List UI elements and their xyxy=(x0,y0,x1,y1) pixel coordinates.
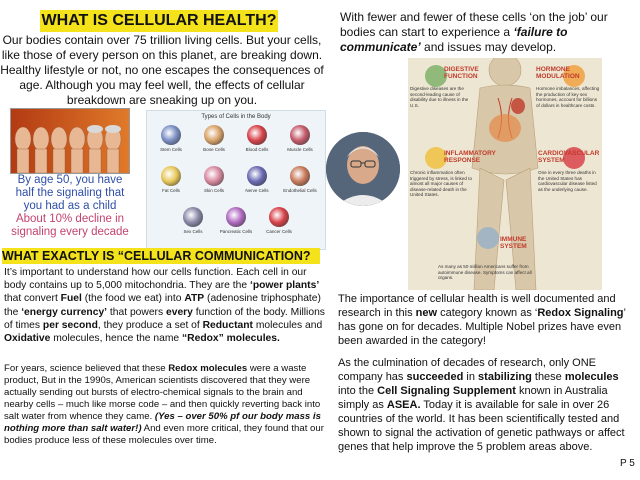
intro-right-paragraph xyxy=(340,10,626,55)
inflammatory-text: Chronic inflammation often triggered by stress, is linked to almost all major causes of disease-related death in the United States. xyxy=(410,170,473,198)
text: For years, science believed that these xyxy=(4,363,169,374)
bold-text: succeeded xyxy=(406,371,464,383)
cell-type-item xyxy=(282,166,318,193)
cell-type-label: Bone Cells xyxy=(203,147,225,152)
text: With fewer and fewer of these cells ‘on the job’ our bodies can start to experience a xyxy=(340,10,608,39)
cardio-text: One in every three deaths in the United States has cardiovascular disease listed as the underlying cause. xyxy=(538,170,597,192)
text: known in Australia simply as xyxy=(338,385,608,411)
aging-caption-line: half the signaling that xyxy=(15,187,125,199)
text: The importance of cellular health is well documented and research in this xyxy=(338,293,616,319)
cardio-title: CARDIOVASCULAR SYSTEM xyxy=(538,150,600,164)
text: Today it is available for sale in over 26 countries of the world. It has been scientifically tested and shown to signal the activation of genetic pathways or affect genes that help improve the 5 problem areas above. xyxy=(338,399,625,453)
text: As the culmination of decades of research, only ONE company has xyxy=(338,357,597,383)
cell-icon xyxy=(161,125,181,145)
immune-title: IMMUNE SYSTEM xyxy=(500,236,527,250)
cell-type-label: Pancreatic Cells xyxy=(219,229,253,234)
cell-types-figure xyxy=(146,110,326,250)
cell-type-item xyxy=(196,166,232,193)
bold-text: ‘power plants’ xyxy=(249,280,320,292)
cell-icon xyxy=(183,207,203,227)
body-paragraph xyxy=(4,363,330,447)
aging-faces-photo xyxy=(10,108,130,174)
cell-type-label: Fat Cells xyxy=(162,188,180,193)
bold-text: ‘energy currency’ xyxy=(21,306,108,318)
cell-type-label: Nerve Cells xyxy=(245,188,269,193)
cell-type-item xyxy=(261,207,297,234)
hormone-text: Hormone imbalances, affecting the production of key sex hormones, account for billions of dollars in healthcare costs. xyxy=(536,86,600,108)
cell-icon xyxy=(290,166,310,186)
cell-icon xyxy=(204,125,224,145)
bold-text: Cell Signaling Supplement xyxy=(377,385,516,397)
body-paragraph xyxy=(4,266,328,345)
cell-type-label: Cancer Cells xyxy=(266,229,292,234)
cell-type-item xyxy=(175,207,211,234)
bold-text: ATP xyxy=(184,293,205,305)
page-title: WHAT IS CELLULAR HEALTH? xyxy=(40,10,278,32)
bold-text: molecules xyxy=(564,371,619,383)
cell-icon xyxy=(247,166,267,186)
cell-icon xyxy=(226,207,246,227)
text: (the food we eat) into xyxy=(81,293,185,305)
bold-text: Reductant xyxy=(202,319,253,331)
text: , they produce a set of xyxy=(97,319,203,331)
cell-types-title: Types of Cells in the Body xyxy=(201,114,271,120)
text: and issues may develop. xyxy=(420,40,557,54)
bold-text: Oxidative xyxy=(4,333,51,345)
bold-italic-text: (Yes – over 50% pf our body mass is nothing more than salt water!) xyxy=(4,411,321,434)
inflammatory-title: INFLAMMATORY RESPONSE xyxy=(444,150,496,164)
bold-text: every xyxy=(166,306,193,318)
cell-type-label: Sex Cells xyxy=(183,229,203,234)
bold-text: new xyxy=(415,307,438,319)
cell-type-label: Muscle Cells xyxy=(287,147,313,152)
cell-type-label: Blood Cells xyxy=(245,147,269,152)
cell-type-item xyxy=(239,125,275,152)
cell-icon xyxy=(161,166,181,186)
research-paragraph xyxy=(338,292,634,348)
cell-type-item xyxy=(218,207,254,234)
cell-type-label: Skin Cells xyxy=(203,188,224,193)
aging-caption-line: About 10% decline in xyxy=(15,213,125,225)
text: were a waste product, But in the 1990s, American scientists discovered that they were actually sending out bursts of electro-chemical signals to the brain and nearby cells – much like morse code – and then quickly reverting back into salt water from whence they came. xyxy=(4,363,321,422)
text: these xyxy=(531,371,565,383)
cell-icon xyxy=(269,207,289,227)
cell-type-item xyxy=(153,166,189,193)
cell-type-item xyxy=(239,166,275,193)
text: function of the body. Millions of times xyxy=(4,306,325,331)
text: It’s important to understand how our cells function. Each cell in our body contains up to 5,000 mitochondria. They are the xyxy=(4,267,307,292)
text: that convert xyxy=(4,293,61,305)
cell-type-item xyxy=(153,125,189,152)
immune-text: As many as 50 million Americans suffer from autoimmune disease. Symptoms can affect all organs. xyxy=(438,264,532,281)
product-paragraph xyxy=(338,356,634,454)
page-number: P 5 xyxy=(620,458,635,469)
section-title: WHAT EXACTLY IS “CELLULAR COMMUNICATION? xyxy=(2,248,320,264)
text: category known as ‘ xyxy=(437,307,538,319)
cell-type-label: Stem Cells xyxy=(160,147,182,152)
presenter-photo xyxy=(326,132,400,206)
text: (adenosine triphosphate) the xyxy=(4,293,321,318)
cell-type-label: Endothelial Cells xyxy=(283,188,317,193)
text: And even more critical, they found that our bodies produce less of these molecules over time. xyxy=(4,423,324,446)
text: molecules, hence the name xyxy=(50,333,183,345)
bold-text: Fuel xyxy=(60,293,82,305)
aging-caption xyxy=(6,174,134,239)
bold-text: per second xyxy=(42,319,98,331)
aging-caption-line: By age 50, you have xyxy=(17,174,123,186)
bold-text: “Redox” molecules. xyxy=(182,333,280,345)
aging-caption-line: you had as a child xyxy=(23,200,117,212)
text: in xyxy=(463,371,479,383)
bold-text: ASEA. xyxy=(386,399,421,411)
cell-type-item xyxy=(196,125,232,152)
bold-italic-text: ‘failure to communicate’ xyxy=(340,25,568,54)
digestive-text: Digestive diseases are the second-leading cause of disability due to illness in the U.S. xyxy=(410,86,469,108)
body-systems-figure xyxy=(408,58,602,290)
digestive-title: DIGESTIVE FUNCTION xyxy=(444,66,479,80)
hormone-title: HORMONE MODULATION xyxy=(536,66,580,80)
text: that powers xyxy=(107,306,166,318)
text: molecules and xyxy=(252,319,323,331)
bold-text: Redox molecules xyxy=(168,363,248,374)
intro-paragraph: Our bodies contain over 75 trillion living cells. But your cells, like those of every person on this planet, are breaking down. Healthy lifestyle or not, no one escapes the consequences of age. Although you may feel well, the effects of cellular breakdown are sneaking up on you. xyxy=(0,33,324,107)
cell-icon xyxy=(204,166,224,186)
cell-icon xyxy=(247,125,267,145)
text: ’ has gone on for decades. Multiple Nobel prizes have even been awarded in the category! xyxy=(338,307,626,347)
bold-text: Redox Signaling xyxy=(537,307,624,319)
aging-caption-line: signaling every decade xyxy=(11,226,129,238)
text: into the xyxy=(338,385,378,397)
bold-text: stabilizing xyxy=(478,371,532,383)
cell-type-item xyxy=(282,125,318,152)
cell-icon xyxy=(290,125,310,145)
